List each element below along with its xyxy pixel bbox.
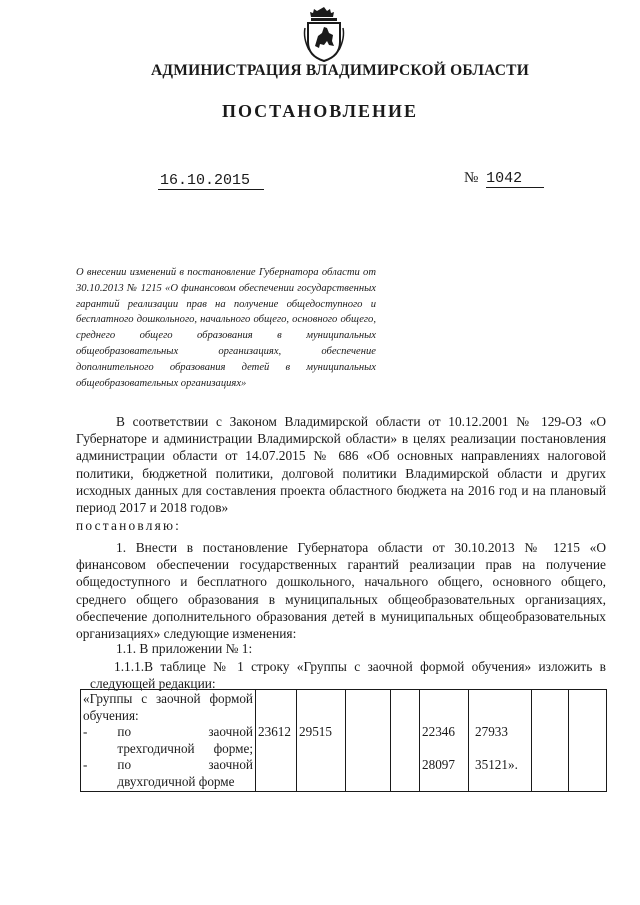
clause-1-paragraph: 1. Внести в постановление Губернатора области от 30.10.2013 № 1215 «О финансовом обеспечении государственных гарантий реализации прав на получение общедоступного и бесплатного дошкольного, начального общего, основного общего, среднего общего образования в муниципальных общеобразовательных организациях, обеспечение дополнительного образования детей в муниципальных общеобразовательных организациях» следующие изменения: bbox=[76, 540, 606, 642]
table-cell: 27933 35121». bbox=[469, 690, 532, 792]
table-cell bbox=[569, 690, 607, 792]
table-cell: 29515 bbox=[297, 690, 346, 792]
coat-of-arms-icon bbox=[302, 6, 346, 62]
resolution-word: постановляю: bbox=[76, 518, 182, 533]
row-a-label: - по заочной трехгодичной форме; bbox=[83, 724, 253, 756]
row-b-label: - по заочной двухгодичной форме bbox=[83, 757, 253, 789]
amendment-table bbox=[80, 689, 607, 792]
number-label: № bbox=[464, 170, 479, 186]
organization-title: АДМИНИСТРАЦИЯ ВЛАДИМИРСКОЙ ОБЛАСТИ bbox=[151, 62, 529, 79]
table-cell bbox=[346, 690, 391, 792]
number-value: 1042 bbox=[486, 170, 544, 188]
row-label-cell bbox=[81, 690, 256, 792]
table-row bbox=[81, 690, 607, 792]
document-date: 16.10.2015 bbox=[158, 172, 264, 190]
document-type-title: ПОСТАНОВЛЕНИЕ bbox=[221, 101, 419, 121]
document-number bbox=[464, 170, 544, 188]
clause-1-1-1-paragraph: 1.1.1.В таблице № 1 строку «Группы с заочной формой обучения» изложить в следующей редакции: bbox=[90, 659, 606, 692]
preamble-paragraph: В соответствии с Законом Владимирской области от 10.12.2001 № 129-ОЗ «О Губернаторе и администрации Владимирской области» в целях реализации постановления администрации области от 14.07.2015 № 686 «Об основных направлениях налоговой политики, бюджетной политики, долговой политики Владимирской области и других исходных данных для составления проекта областного бюджета на 2016 год и на плановый период 2017 и 2018 годов» bbox=[76, 414, 606, 516]
clause-1-1-paragraph: 1.1. В приложении № 1: bbox=[116, 641, 253, 656]
table-cell bbox=[532, 690, 569, 792]
row-title: «Группы с заочной формой обучения: bbox=[83, 691, 253, 723]
table-cell bbox=[391, 690, 420, 792]
document-subject: О внесении изменений в постановление Губернатора области от 30.10.2013 № 1215 «О финансовом обеспечении государственных гарантий реализации прав на получение общедоступного и бесплатного дошкольного, начального общего, основного общего, среднего общего образования в муниципальных общеобразовательных организациях, обеспечение дополнительного образования детей в муниципальных общеобразовательных организациях» bbox=[76, 267, 376, 389]
table-cell: 23612 bbox=[256, 690, 297, 792]
table-cell: 22346 28097 bbox=[420, 690, 469, 792]
